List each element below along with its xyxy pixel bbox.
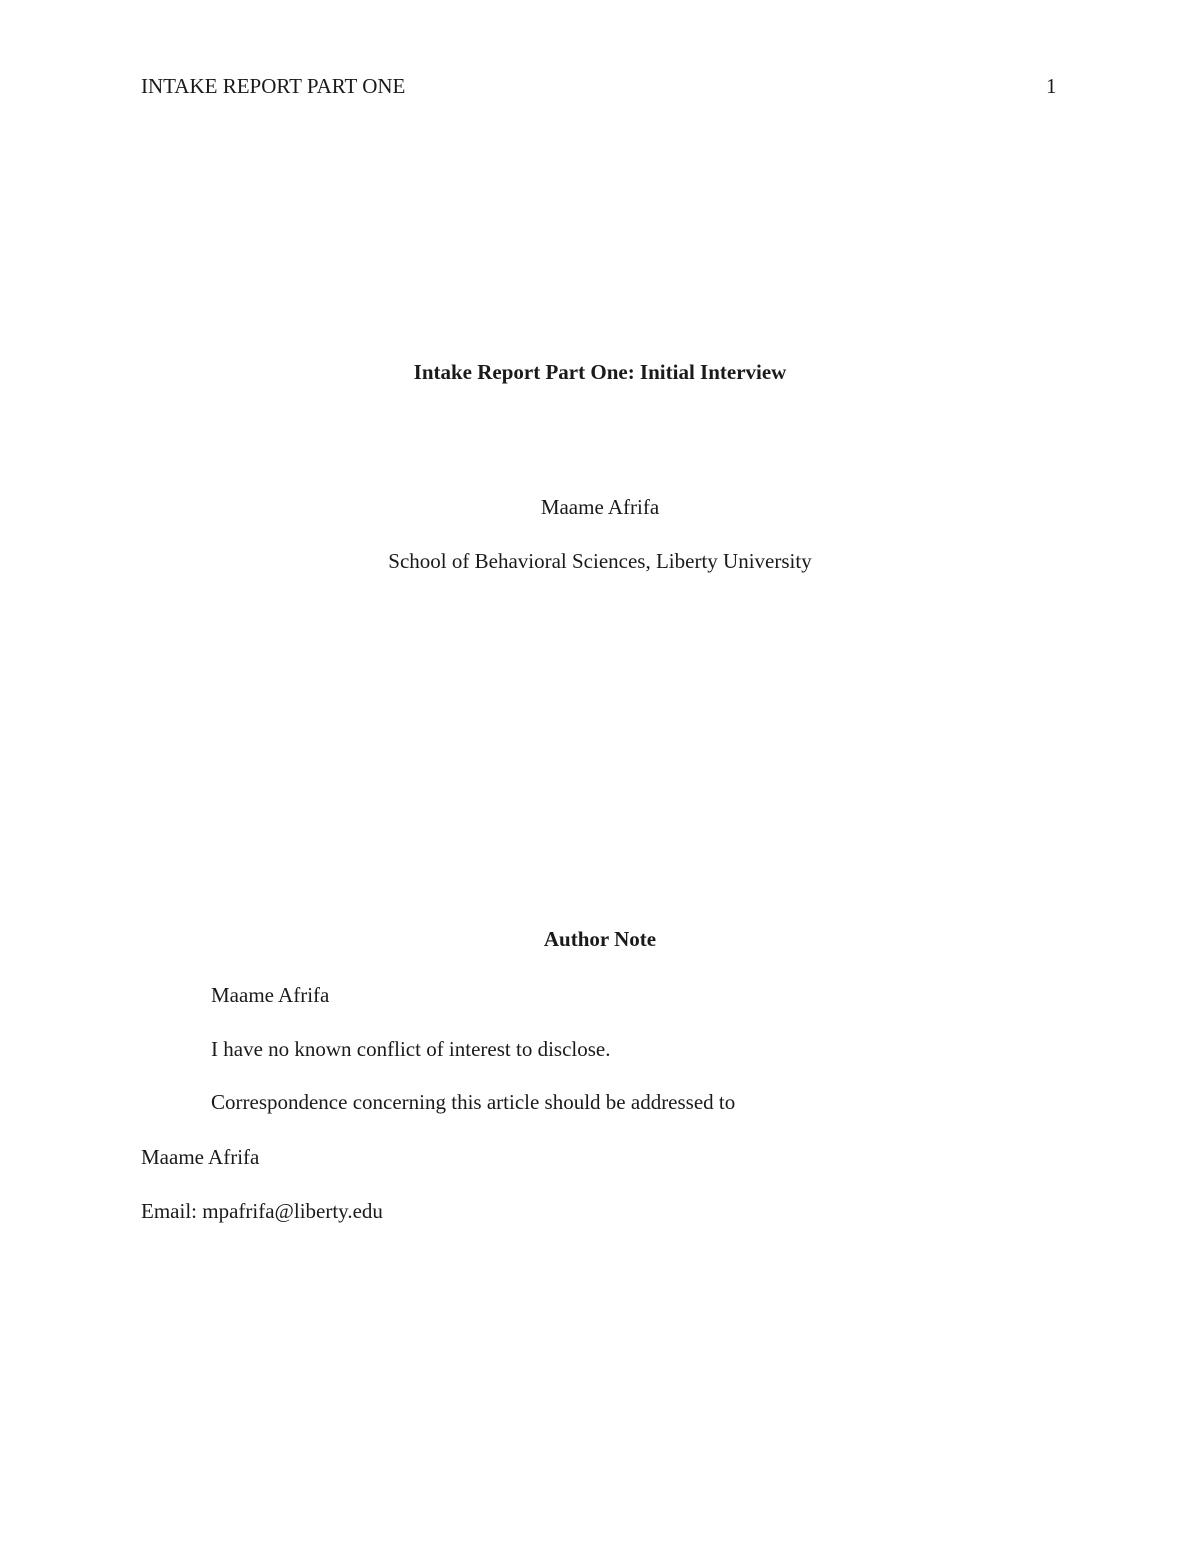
author-note-heading: Author Note [543, 927, 657, 951]
paper-title: Intake Report Part One: Initial Interview [413, 360, 787, 384]
correspondence-statement: Correspondence concerning this article should be addressed to [211, 1090, 736, 1114]
contact-email: Email: mpafrifa@liberty.edu [141, 1199, 383, 1223]
author-name: Maame Afrifa [540, 495, 660, 519]
conflict-of-interest-statement: I have no known conflict of interest to disclose. [211, 1037, 611, 1061]
contact-name: Maame Afrifa [141, 1145, 260, 1169]
author-affiliation: School of Behavioral Sciences, Liberty University [388, 549, 812, 573]
running-head: INTAKE REPORT PART ONE [141, 74, 406, 98]
page-number: 1 [1046, 74, 1057, 98]
author-note-name: Maame Afrifa [211, 983, 330, 1007]
